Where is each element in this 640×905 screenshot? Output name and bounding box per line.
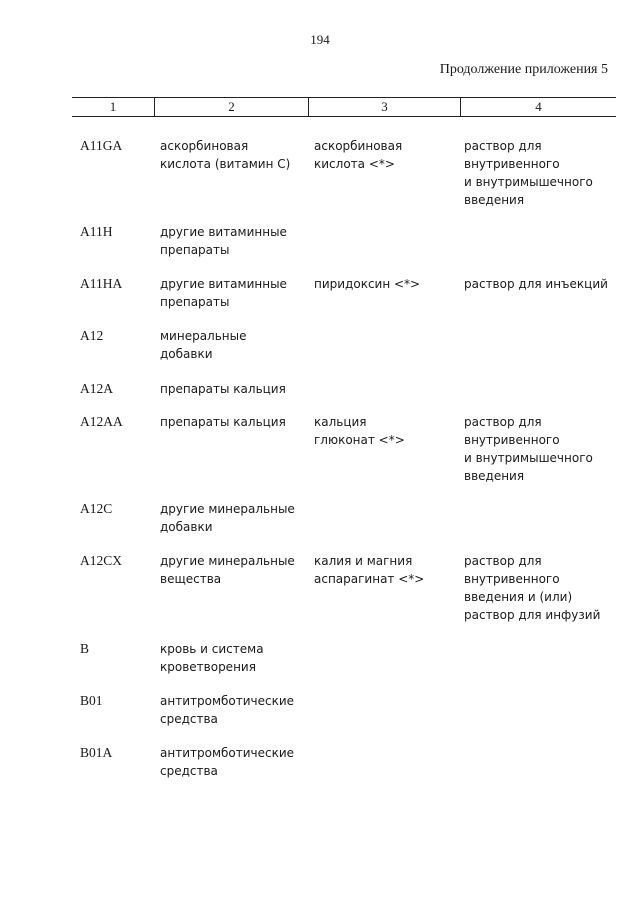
anatomical-therapeutic-group-line: другие витаминные xyxy=(160,277,287,291)
anatomical-therapeutic-group xyxy=(160,380,286,398)
drug-substance-line: калия и магния xyxy=(314,554,413,568)
anatomical-therapeutic-group-line: средства xyxy=(160,712,218,726)
anatomical-therapeutic-group xyxy=(160,413,286,431)
anatomical-therapeutic-group-line: аскорбиновая xyxy=(160,139,249,153)
dosage-form-line: введения и (или) xyxy=(464,590,573,604)
atc-code: B01A xyxy=(80,745,113,760)
atc-code: A11H xyxy=(80,224,113,239)
anatomical-therapeutic-group xyxy=(160,744,294,780)
column-header-2: 2 xyxy=(154,98,308,116)
dosage-form-line: раствор для xyxy=(464,139,542,153)
atc-code: A11GA xyxy=(80,138,123,153)
dosage-form-line: раствор для инфузий xyxy=(464,608,601,622)
anatomical-therapeutic-group xyxy=(160,275,287,311)
drug-substance-line: аспарагинат <*> xyxy=(314,572,425,586)
anatomical-therapeutic-group-line: антитромботические xyxy=(160,694,295,708)
anatomical-therapeutic-group-line: препараты кальция xyxy=(160,382,286,396)
anatomical-therapeutic-group-line: кровь и система xyxy=(160,642,264,656)
anatomical-therapeutic-group-line: кроветворения xyxy=(160,660,256,674)
drug-substance-line: глюконат <*> xyxy=(314,433,405,447)
anatomical-therapeutic-group-line: добавки xyxy=(160,520,213,534)
anatomical-therapeutic-group xyxy=(160,327,247,363)
drug-substance-line: кальция xyxy=(314,415,367,429)
continuation-title: Продолжение приложения 5 xyxy=(439,62,608,77)
column-header-1: 1 xyxy=(109,99,117,114)
dosage-form-line: внутривенного xyxy=(464,157,560,171)
atc-code: A12 xyxy=(80,328,104,343)
anatomical-therapeutic-group xyxy=(160,692,294,728)
dosage-form-line: внутривенного xyxy=(464,572,560,586)
anatomical-therapeutic-group xyxy=(160,223,287,259)
dosage-form-line: раствор для инъекций xyxy=(464,277,608,291)
anatomical-therapeutic-group-line: средства xyxy=(160,764,218,778)
anatomical-therapeutic-group-line: кислота (витамин C) xyxy=(160,157,291,171)
atc-code: A12C xyxy=(80,501,113,516)
anatomical-therapeutic-group-line: другие минеральные xyxy=(160,502,295,516)
atc-code: B xyxy=(80,641,90,656)
table-header xyxy=(72,97,616,117)
drug-substance-line: пиридоксин <*> xyxy=(314,277,421,291)
dosage-form-line: раствор для xyxy=(464,554,542,568)
dosage-form-line: и внутримышечного xyxy=(464,175,593,189)
dosage-form-line: введения xyxy=(464,193,525,207)
column-header-3: 3 xyxy=(308,98,460,116)
drug-substance xyxy=(314,413,405,449)
dosage-form-line: внутривенного xyxy=(464,433,560,447)
drug-substance-line: аскорбиновая xyxy=(314,139,403,153)
atc-code: A12CX xyxy=(80,553,123,568)
atc-code: A12AA xyxy=(80,414,123,429)
page-number: 194 xyxy=(310,32,330,47)
anatomical-therapeutic-group-line: другие минеральные xyxy=(160,554,295,568)
atc-code: B01 xyxy=(80,693,103,708)
dosage-form-line: и внутримышечного xyxy=(464,451,593,465)
dosage-form xyxy=(464,137,593,209)
anatomical-therapeutic-group xyxy=(160,640,264,676)
anatomical-therapeutic-group xyxy=(160,500,295,536)
anatomical-therapeutic-group-line: минеральные xyxy=(160,329,247,343)
dosage-form xyxy=(464,275,608,293)
anatomical-therapeutic-group-line: другие витаминные xyxy=(160,225,287,239)
drug-substance xyxy=(314,137,402,173)
dosage-form xyxy=(464,552,600,624)
drug-substance-line: кислота <*> xyxy=(314,157,395,171)
dosage-form-line: раствор для xyxy=(464,415,542,429)
anatomical-therapeutic-group-line: добавки xyxy=(160,347,213,361)
dosage-form xyxy=(464,413,593,485)
anatomical-therapeutic-group-line: вещества xyxy=(160,572,222,586)
drug-substance xyxy=(314,552,424,588)
anatomical-therapeutic-group-line: антитромботические xyxy=(160,746,295,760)
atc-code: A12A xyxy=(80,381,113,396)
dosage-form-line: введения xyxy=(464,469,525,483)
anatomical-therapeutic-group xyxy=(160,137,290,173)
anatomical-therapeutic-group-line: препараты xyxy=(160,243,230,257)
anatomical-therapeutic-group-line: препараты xyxy=(160,295,230,309)
atc-code: A11HA xyxy=(80,276,123,291)
drug-substance xyxy=(314,275,420,293)
column-header-4: 4 xyxy=(460,98,616,116)
anatomical-therapeutic-group xyxy=(160,552,295,588)
anatomical-therapeutic-group-line: препараты кальция xyxy=(160,415,286,429)
